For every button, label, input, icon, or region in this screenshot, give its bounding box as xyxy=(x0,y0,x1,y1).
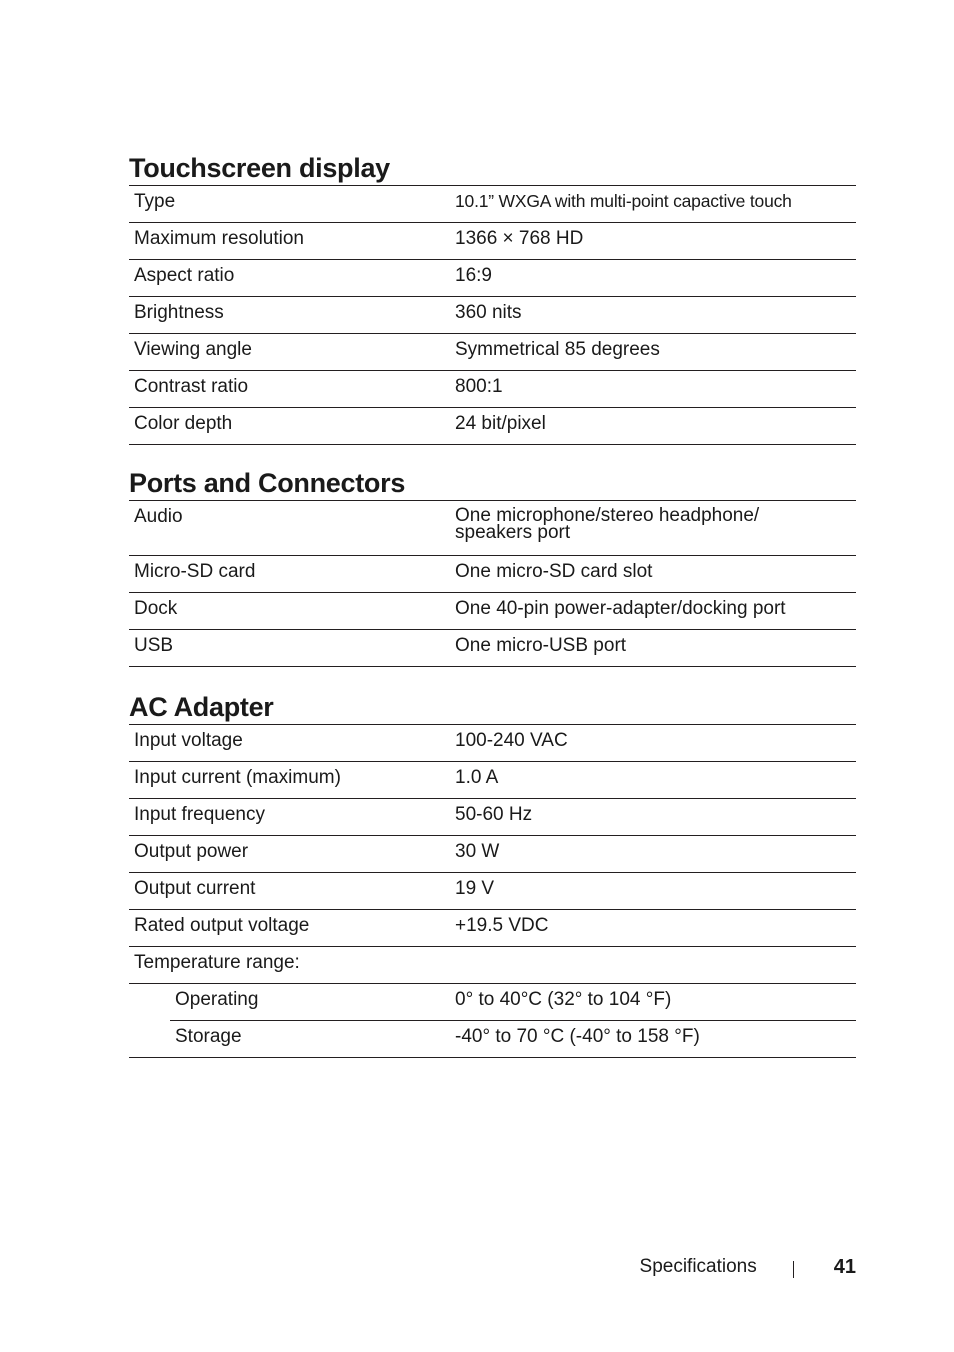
table-row xyxy=(129,297,856,334)
spec-key: Rated output voltage xyxy=(129,910,455,947)
spec-value xyxy=(455,947,856,984)
spec-key: Maximum resolution xyxy=(129,223,455,260)
spec-value: 50-60 Hz xyxy=(455,799,856,836)
spec-value: 100-240 VAC xyxy=(455,725,856,762)
table-row xyxy=(129,762,856,799)
table-row xyxy=(129,984,856,1021)
spec-key: Brightness xyxy=(129,297,455,334)
spec-value: 10.1” WXGA with multi-point capactive touch xyxy=(455,186,856,223)
spec-key: Aspect ratio xyxy=(129,260,455,297)
section-title-ports: Ports and Connectors xyxy=(129,467,856,501)
table-row xyxy=(129,260,856,297)
page-number: 41 xyxy=(833,1256,856,1278)
table-row xyxy=(129,223,856,260)
spec-key: Output current xyxy=(129,873,455,910)
spec-value: One micro-SD card slot xyxy=(455,556,856,593)
spec-key: Input current (maximum) xyxy=(129,762,455,799)
table-row xyxy=(129,1021,856,1058)
spec-key: USB xyxy=(129,630,455,667)
page-footer xyxy=(640,1255,856,1279)
table-row xyxy=(129,408,856,445)
table-row xyxy=(129,725,856,762)
spec-key: Input voltage xyxy=(129,725,455,762)
table-row xyxy=(129,593,856,630)
spec-value: 19 V xyxy=(455,873,856,910)
section-title-ac-adapter: AC Adapter xyxy=(129,691,856,725)
spec-value: One 40-pin power-adapter/docking port xyxy=(455,593,856,630)
spec-key: Audio xyxy=(129,501,455,556)
spec-key: Temperature range: xyxy=(129,947,455,984)
table-row xyxy=(129,186,856,223)
table-row xyxy=(129,334,856,371)
table-row xyxy=(129,371,856,408)
spec-value xyxy=(455,501,856,556)
spec-key: Output power xyxy=(129,836,455,873)
table-row xyxy=(129,501,856,556)
spec-key: Contrast ratio xyxy=(129,371,455,408)
spec-value: 30 W xyxy=(455,836,856,873)
touchscreen-spec-table xyxy=(129,186,856,445)
spec-key: Micro-SD card xyxy=(129,556,455,593)
spec-key: Viewing angle xyxy=(129,334,455,371)
spec-key: Operating xyxy=(129,984,455,1021)
spec-key: Color depth xyxy=(129,408,455,445)
spec-page xyxy=(129,152,856,1058)
spec-key: Dock xyxy=(129,593,455,630)
spec-value: One micro-USB port xyxy=(455,630,856,667)
ports-spec-table xyxy=(129,501,856,667)
table-row xyxy=(129,836,856,873)
spec-value: -40° to 70 °C (-40° to 158 °F) xyxy=(455,1021,856,1058)
footer-divider xyxy=(793,1261,794,1278)
section-title-touchscreen: Touchscreen display xyxy=(129,152,856,186)
spec-key: Storage xyxy=(129,1021,455,1058)
table-row xyxy=(129,910,856,947)
spec-value-line: One microphone/stereo headphone/ xyxy=(455,505,760,526)
spec-value: 1366 × 768 HD xyxy=(455,223,856,260)
spec-value: 16:9 xyxy=(455,260,856,297)
table-row xyxy=(129,947,856,984)
spec-value-line: speakers port xyxy=(455,522,571,543)
table-row xyxy=(129,873,856,910)
spec-key: Input frequency xyxy=(129,799,455,836)
spec-value: Symmetrical 85 degrees xyxy=(455,334,856,371)
spec-value: 800:1 xyxy=(455,371,856,408)
ac-adapter-spec-table xyxy=(129,725,856,1058)
footer-section-label: Specifications xyxy=(639,1256,757,1277)
spec-key: Type xyxy=(129,186,455,223)
spec-value: 24 bit/pixel xyxy=(455,408,856,445)
spec-value: +19.5 VDC xyxy=(455,910,856,947)
table-row xyxy=(129,630,856,667)
table-row xyxy=(129,799,856,836)
spec-value: 360 nits xyxy=(455,297,856,334)
table-row xyxy=(129,556,856,593)
spec-value: 0° to 40°C (32° to 104 °F) xyxy=(455,984,856,1021)
spec-value: 1.0 A xyxy=(455,762,856,799)
